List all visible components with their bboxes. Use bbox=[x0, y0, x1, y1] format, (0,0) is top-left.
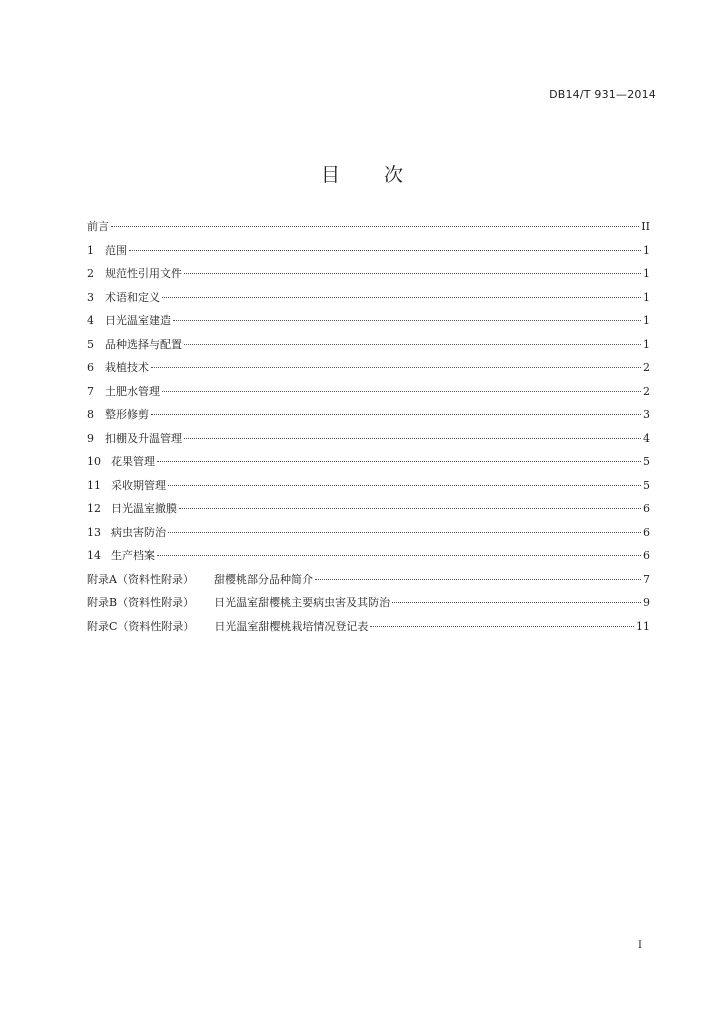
toc-entry[interactable] bbox=[87, 477, 650, 501]
toc-entry-label: 前言 bbox=[87, 220, 109, 233]
toc-entry[interactable] bbox=[87, 359, 650, 383]
toc-entry-label: 整形修剪 bbox=[105, 408, 149, 421]
toc-entry-page: II bbox=[641, 220, 650, 233]
toc-entry-page: 1 bbox=[643, 337, 650, 351]
toc-leader-dots bbox=[162, 391, 641, 392]
toc-entry-page: 5 bbox=[643, 455, 650, 468]
toc-entry-page: 2 bbox=[643, 384, 650, 398]
toc-entry-label: 栽植技术 bbox=[105, 361, 149, 374]
toc-leader-dots bbox=[392, 602, 641, 603]
toc-leader-dots bbox=[151, 414, 641, 415]
table-of-contents bbox=[87, 218, 650, 641]
toc-entry-label: 病虫害防治 bbox=[111, 525, 166, 539]
toc-entry-number: 6 bbox=[87, 361, 94, 374]
toc-entry-label: 扣棚及升温管理 bbox=[105, 431, 182, 445]
toc-entry[interactable] bbox=[87, 594, 650, 618]
toc-entry[interactable] bbox=[87, 265, 650, 289]
toc-entry-label: 规范性引用文件 bbox=[105, 267, 182, 280]
toc-leader-dots bbox=[168, 485, 641, 486]
toc-entry-number: 7 bbox=[87, 384, 94, 398]
toc-entry-number: 2 bbox=[87, 267, 94, 280]
toc-leader-dots bbox=[157, 555, 641, 556]
toc-entry[interactable] bbox=[87, 383, 650, 407]
toc-entry-number: 附录B（资料性附录） bbox=[87, 596, 195, 609]
toc-entry[interactable] bbox=[87, 406, 650, 430]
toc-entry-page: 6 bbox=[643, 502, 650, 515]
toc-entry-page: 1 bbox=[643, 243, 650, 257]
toc-entry-label: 甜樱桃部分品种简介 bbox=[213, 572, 313, 586]
toc-entry-label: 日光温室建造 bbox=[105, 314, 171, 327]
toc-entry[interactable] bbox=[87, 312, 650, 336]
toc-entry-number: 附录A（资料性附录） bbox=[87, 572, 194, 586]
toc-entry-label: 日光温室甜樱桃栽培情况登记表 bbox=[214, 619, 369, 633]
toc-entry-page: 4 bbox=[643, 431, 650, 445]
toc-leader-dots bbox=[370, 626, 634, 627]
toc-entry-page: 9 bbox=[643, 596, 650, 609]
toc-leader-dots bbox=[168, 532, 641, 533]
toc-entry[interactable] bbox=[87, 547, 650, 571]
toc-entry-number: 1 bbox=[87, 243, 94, 257]
toc-leader-dots bbox=[184, 273, 641, 274]
toc-leader-dots bbox=[184, 438, 641, 439]
toc-entry-number: 10 bbox=[87, 455, 101, 468]
toc-entry-page: 6 bbox=[643, 549, 650, 562]
toc-leader-dots bbox=[162, 297, 641, 298]
toc-entry-page: 3 bbox=[643, 408, 650, 421]
toc-entry-number: 14 bbox=[87, 549, 101, 562]
toc-entry[interactable] bbox=[87, 500, 650, 524]
toc-entry-label: 生产档案 bbox=[111, 549, 155, 562]
toc-entry-page: 5 bbox=[643, 478, 650, 492]
toc-entry-label: 土肥水管理 bbox=[105, 384, 160, 398]
page-number: I bbox=[638, 940, 642, 951]
toc-entry-number: 9 bbox=[87, 431, 94, 445]
toc-leader-dots bbox=[129, 250, 641, 251]
toc-entry[interactable] bbox=[87, 453, 650, 477]
toc-entry-label: 品种选择与配置 bbox=[105, 337, 182, 351]
toc-entry[interactable] bbox=[87, 289, 650, 313]
toc-leader-dots bbox=[157, 461, 641, 462]
toc-entry-label: 采收期管理 bbox=[111, 478, 166, 492]
toc-entry[interactable] bbox=[87, 218, 650, 242]
toc-entry-page: 7 bbox=[643, 572, 650, 586]
toc-entry-label: 日光温室甜樱桃主要病虫害及其防治 bbox=[214, 596, 391, 609]
toc-entry-number: 8 bbox=[87, 408, 94, 421]
toc-entry-page: 6 bbox=[643, 525, 650, 539]
toc-entry-page: 1 bbox=[643, 314, 650, 327]
toc-entry[interactable] bbox=[87, 524, 650, 548]
toc-entry-page: 11 bbox=[636, 619, 650, 633]
toc-entry-number: 附录C（资料性附录） bbox=[87, 619, 195, 633]
toc-entry-label: 范围 bbox=[105, 243, 127, 257]
toc-leader-dots bbox=[315, 579, 641, 580]
document-code: DB14/T 931—2014 bbox=[549, 88, 656, 101]
toc-title: 目 次 bbox=[320, 164, 404, 186]
toc-entry-number: 3 bbox=[87, 290, 94, 304]
toc-entry[interactable] bbox=[87, 242, 650, 266]
toc-entry[interactable] bbox=[87, 571, 650, 595]
toc-entry-page: 1 bbox=[643, 267, 650, 280]
toc-entry[interactable] bbox=[87, 618, 650, 642]
toc-entry-label: 日光温室撤膜 bbox=[111, 502, 177, 515]
toc-leader-dots bbox=[173, 320, 641, 321]
toc-entry-page: 1 bbox=[643, 290, 650, 304]
toc-entry-number: 12 bbox=[87, 502, 101, 515]
toc-leader-dots bbox=[111, 226, 639, 227]
toc-entry-number: 13 bbox=[87, 525, 101, 539]
toc-entry[interactable] bbox=[87, 430, 650, 454]
toc-entry-number: 4 bbox=[87, 314, 94, 327]
toc-entry-page: 2 bbox=[643, 361, 650, 374]
toc-leader-dots bbox=[184, 344, 641, 345]
toc-entry-label: 术语和定义 bbox=[105, 290, 160, 304]
toc-entry-label: 花果管理 bbox=[111, 455, 155, 468]
toc-leader-dots bbox=[151, 367, 641, 368]
toc-entry-number: 5 bbox=[87, 337, 94, 351]
toc-leader-dots bbox=[179, 508, 641, 509]
toc-entry[interactable] bbox=[87, 336, 650, 360]
toc-entry-number: 11 bbox=[87, 478, 101, 492]
